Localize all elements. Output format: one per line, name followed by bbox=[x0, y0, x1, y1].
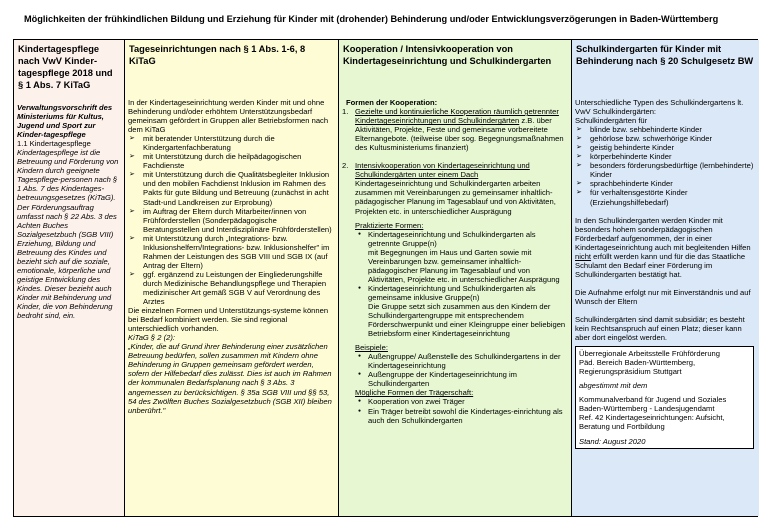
koop-form-1-text: z.B. über Aktivitäten, Projekte, Feste und gemeinsame vorbereitete Elternangebote. (teilweise über sog. Begegnungsmaßnahmen des Kultusministeriums finanziert) bbox=[355, 116, 564, 153]
list-item: ● Kooperation von zwei Träger bbox=[355, 397, 568, 406]
list-item: ● Kindertageseinrichtung und Schulkindergarten als gemeinsame inklusive Gruppe(n) bbox=[355, 284, 568, 302]
list-item: ● Außengruppe/ Außenstelle des Schulkindergartens in der Kindertageseinrichtung bbox=[355, 352, 568, 370]
practiced-forms-list bbox=[355, 230, 568, 248]
header-tageseinrichtungen: Tageseinrichtungen nach § 1 Abs. 1-6, 8 KiTaG bbox=[125, 40, 339, 97]
source-date: Stand: August 2020 bbox=[579, 436, 646, 446]
list-item: ➢ körperbehinderte Kinder bbox=[575, 152, 756, 161]
list-item: ● Außengruppe der Kindertageseinrichtung im Schulkindergarten bbox=[355, 370, 568, 388]
header-kindertagespflege: Kindertagespflege nach VwV Kinder-tagespflege 2018 und § 1 Abs. 7 KiTaG bbox=[14, 40, 125, 97]
list-item: ➢ im Auftrag der Eltern durch Mitarbeiter/innen von Frühförderstellen (Sonderpädagogische Beratungsstellen und Interdisziplinäre Frühförderstellen) bbox=[128, 207, 335, 234]
source-line: Ref. 42 Kindertageseinrichtungen: Aufsicht, Beratung und Fortbildung bbox=[579, 413, 725, 432]
list-item: ➢ mit beratender Unterstützung durch die Kindergartenfachberatung bbox=[128, 134, 335, 152]
examples-label: Beispiele: bbox=[355, 343, 388, 353]
list-item bbox=[342, 107, 568, 152]
list-item: ➢ ggf. ergänzend zu Leistungen der Eingliederungshilfe durch Medizinische Behandlungspflege und Therapien medizinischer Art gemäß SGB V auf Verordnung des Arztes bbox=[128, 270, 335, 306]
traegerschaft-label: Mögliche Formen der Trägerschaft: bbox=[355, 388, 474, 398]
traegerschaft-list bbox=[355, 397, 568, 424]
list-item: ➢ mit Unterstützung durch „Integrations- bzw. Inklusionshelfern/Integrations- bzw. Inklusionshelfer" im Rahmen der Leistungen des SGB VIII und SGB IX (auf Antrag der Eltern) bbox=[128, 234, 335, 270]
support-list bbox=[128, 134, 335, 306]
column-kooperation bbox=[339, 96, 572, 516]
schulkiga-intro: Unterschiedliche Typen des Schulkindergartens lt. VwV Schulkindergärten: bbox=[575, 98, 744, 117]
list-item: ➢ gehörlose bzw. schwerhörige Kinder bbox=[575, 134, 756, 143]
list-number: 1. bbox=[342, 107, 349, 117]
koop-heading: Formen der Kooperation: bbox=[346, 98, 438, 107]
subsidiary-text: Schulkindergärten sind damit subsidiär; es besteht kein Rechtsanspruch auf einen Platz; dieser kann aber dort eingelöst werden. bbox=[575, 314, 745, 343]
admission-text-b: erfüllt werden kann und für die das Staatliche Schulamt den Bedarf einer Förderung im Schulkindergarten bestätigt hat. bbox=[575, 251, 746, 279]
header-schulkindergarten: Schulkindergarten für Kinder mit Behinderung nach § 20 Schulgesetz BW bbox=[572, 40, 759, 97]
koop-form-1-title: Gezielte und kontinuierliche Kooperation räumlich getrennter Kindertageseinrichtungen und Schulkindergärten bbox=[355, 107, 559, 126]
tages-intro: In der Kindertageseinrichtung werden Kinder mit und ohne Behinderung und/oder erhöhtem Unterstützungsbedarf gemeinsam gefördert in Gruppen aller Betriebsformen nach dem KiTaG bbox=[128, 98, 329, 135]
vwv-text: Kindertagespflege ist die Betreuung und Förderung von Kindern durch geeignete Tagespflege-personen nach § 1 Abs. 7 des Kindertages-betreuungsgesetzes (KiTaG). Der Förderungsauftrag umfasst nach § 22 Abs. 3 des Achten Buches Sozialgesetzbuch (SGB VIII) Erziehung, Bildung und Betreuung des Kindes und bezieht sich auf die soziale, emotionale, körperliche und geistige Entwicklung des Kindes. Dieser bezieht auch Kinder mit Behinderung und Kinder, die von Behinderung bedroht sind, ein. bbox=[17, 148, 119, 321]
admission-text-nicht: nicht bbox=[575, 251, 592, 261]
list-item: ➢ geistig behinderte Kinder bbox=[575, 143, 756, 152]
source-line: abgestimmt mit dem bbox=[579, 381, 648, 391]
koop-form-2-title: Intensivkooperation von Kindertageseinrichtung und Schulkindergärten unter einem Dach bbox=[355, 161, 530, 180]
schulkiga-types-list bbox=[575, 125, 756, 206]
schulkiga-sub: Schulkindergärten für bbox=[575, 116, 648, 126]
consent-text: Die Aufnahme erfolgt nur mit Einverständnis und auf Wunsch der Eltern bbox=[575, 287, 751, 306]
source-box bbox=[575, 346, 754, 448]
practiced-form-2-text: Die Gruppe setzt sich zusammen aus den Kindern der Schulkindergartengruppe mit entsprechendem Förderschwerpunkt und einer Kleingruppe einer beliebigen Betriebsform einer Kindertageseinrichtung bbox=[368, 301, 566, 339]
koop-forms-list bbox=[342, 107, 568, 425]
koop-form-2-text: Kindertageseinrichtung und Schulkindergarten arbeiten zusammen mit Vereinbarungen zu gemeinsamer inhaltlich-pädagogischer Planung im Tagesablauf und von Aktivitäten, Projekten etc. in unterschiedlicher Ausprägung bbox=[355, 179, 556, 216]
list-item: ➢ sprachbehinderte Kinder bbox=[575, 179, 756, 188]
tages-after: Die einzelnen Formen und Unterstützungs-systeme können bei Bedarf kombiniert werden. Sie sind regional unterschiedlich vorhanden. bbox=[128, 306, 329, 334]
header-kooperation: Kooperation / Intensivkooperation von Kindertageseinrichtung und Schulkindergarten bbox=[339, 40, 572, 97]
vwv-subheading: 1.1 Kindertagespflege bbox=[17, 139, 91, 149]
overview-table bbox=[13, 39, 758, 517]
list-item: ➢ für verhaltensgestörte Kinder (Erziehungshilfebedarf) bbox=[575, 188, 756, 206]
kitag-ref: KiTaG § 2 (2): bbox=[128, 333, 175, 343]
page-title: Möglichkeiten der frühkindlichen Bildung und Erziehung für Kinder mit (drohender) Behinderung und/oder Entwicklungsverzögerungen in Baden-Württemberg bbox=[24, 14, 719, 24]
source-line: Kommunalverband für Jugend und Soziales Baden-Württemberg - Landesjugendamt bbox=[579, 395, 727, 414]
column-schulkindergarten bbox=[572, 96, 759, 516]
examples-list bbox=[355, 352, 568, 388]
source-line: Regierungspräsidium Stuttgart bbox=[579, 367, 682, 377]
list-item: ● Kindertageseinrichtung und Schulkindergarten als getrennte Gruppe(n) bbox=[355, 230, 568, 248]
list-item: ➢ blinde bzw. sehbehinderte Kinder bbox=[575, 125, 756, 134]
list-number: 2. bbox=[342, 161, 349, 171]
admission-text-a: In den Schulkindergarten werden Kinder mit besonders hohem sonderpädagogischen Förderbedarf aufgenommen, der in einer Kindertageseinrichtung auch mit begleitenden Hilfen bbox=[575, 215, 751, 252]
column-kindertagespflege bbox=[14, 96, 125, 516]
source-line: Päd. Bereich Baden-Württemberg, bbox=[579, 358, 696, 368]
practiced-forms-list-2 bbox=[355, 284, 568, 302]
column-tageseinrichtungen bbox=[125, 96, 339, 516]
list-item bbox=[342, 161, 568, 424]
list-item: ➢ besonders förderungsbedürftige (lernbehinderte) Kinder bbox=[575, 161, 756, 179]
practiced-forms-label: Praktizierte Formen: bbox=[355, 220, 424, 230]
vwv-heading: Verwaltungsvorschrift des Ministeriums für Kultus, Jugend und Sport zur Kinder-tagespflege bbox=[17, 103, 113, 140]
list-item: ➢ mit Unterstützung durch die heilpädagogischen Fachdienste bbox=[128, 152, 335, 170]
practiced-form-1-text: mit Begegnungen im Haus und Garten sowie mit Vereinbarungen bzw. gemeinsamer inhaltlich-pädagogischer Planung im Tagesablauf und von Aktivitäten, Projekte etc. in unterschiedlicher Ausprägung bbox=[368, 247, 560, 284]
admission-text bbox=[575, 216, 756, 279]
list-item: ● Ein Träger betreibt sowohl die Kindertages-einrichtung als auch den Schulkindergarten bbox=[355, 407, 568, 425]
source-line: Überregionale Arbeitsstelle Frühförderung bbox=[579, 349, 720, 359]
kitag-quote: „Kinder, die auf Grund ihrer Behinderung einer zusätzlichen Betreuung bedürfen, sollen zusammen mit Kindern ohne Behinderung in Gruppen gemeinsam gefördert werden, sofern der Hilfebedarf dies zulässt. Dies ist auch im Rahmen der kommunalen Bedarfsplanung nach § 3 Abs. 3 angemessen zu berücksichtigen. § 35a SGB VIII und §§ 53, 54 des Zwölften Buches Sozialgesetzbuch (SGB XII) bleiben unberührt." bbox=[128, 342, 332, 415]
list-item: ➢ mit Unterstützung durch die Qualitätsbegleiter Inklusion und den mobilen Fachdienst Inklusion im Rahmen des Pakts für gute Bildung und Betreuung (zunächst in acht Stadt-und Landkreisen zur Erprobung) bbox=[128, 170, 335, 206]
